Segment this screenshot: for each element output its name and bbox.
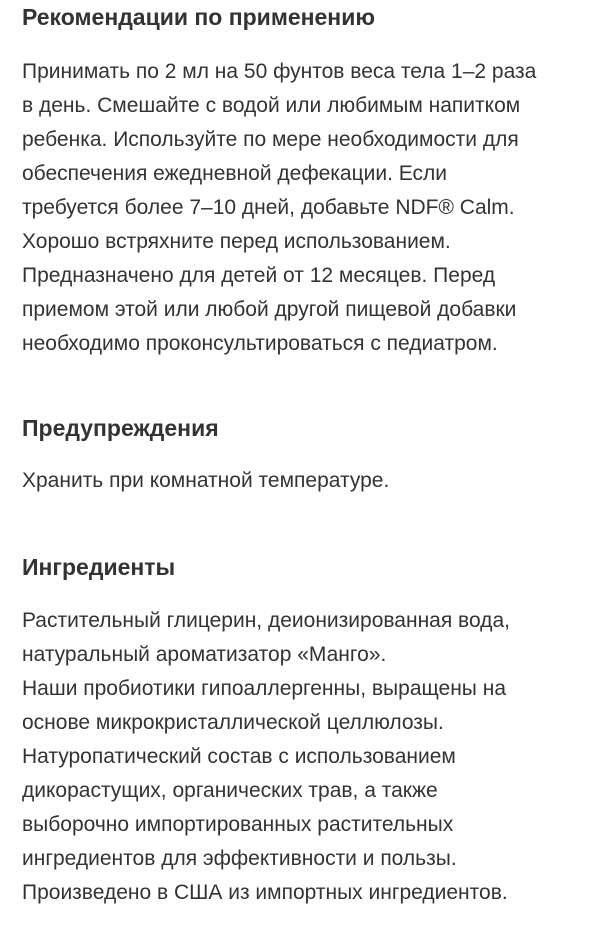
- ingredients-text-line: Произведено в США из импортных ингредиентов.: [22, 881, 508, 904]
- usage-recommendations-heading: Рекомендации по применению: [22, 4, 375, 30]
- ingredients-section: [22, 552, 582, 904]
- ingredients-text-line: ингредиентов для эффективности и пользы.: [22, 847, 457, 870]
- usage-text-line: ребенка. Используйте по мере необходимости для: [22, 128, 519, 151]
- warnings-heading: Предупреждения: [22, 415, 219, 441]
- warnings-text-line: Хранить при комнатной температуре.: [22, 469, 390, 492]
- warnings-section: [22, 413, 582, 492]
- usage-text-line: требуется более 7–10 дней, добавьте NDF® Calm.: [22, 196, 515, 219]
- usage-recommendations-section: [22, 2, 582, 355]
- warnings-text: [22, 464, 389, 498]
- ingredients-text-line: Растительный глицерин, деионизированная вода,: [22, 609, 510, 632]
- ingredients-text-line: выборочно импортированных растительных: [22, 813, 454, 836]
- ingredients-text-line: Натуропатический состав с использованием: [22, 745, 456, 768]
- ingredients-text-line: натуральный ароматизатор «Манго».: [22, 643, 387, 666]
- ingredients-text-line: дикорастущих, органических трав, а также: [22, 779, 438, 802]
- usage-text-line: Предназначено для детей от 12 месяцев. Перед: [22, 264, 496, 287]
- usage-text-line: обеспечения ежедневной дефекации. Если: [22, 162, 448, 185]
- usage-text-line: Хорошо встряхните перед использованием.: [22, 230, 451, 253]
- ingredients-heading: Ингредиенты: [22, 554, 176, 580]
- usage-recommendations-text: [22, 55, 536, 361]
- ingredients-text-line: основе микрокристаллической целлюлозы.: [22, 711, 444, 734]
- ingredients-text: [22, 604, 510, 910]
- usage-text-line: приемом этой или любой другой пищевой добавки: [22, 298, 517, 321]
- usage-text-line: в день. Смешайте с водой или любимым напитком: [22, 94, 521, 117]
- ingredients-text-line: Наши пробиотики гипоаллергенны, выращены на: [22, 677, 507, 700]
- usage-text-line: необходимо проконсультироваться с педиатром.: [22, 332, 498, 355]
- usage-text-line: Принимать по 2 мл на 50 фунтов веса тела 1–2 раза: [22, 60, 537, 83]
